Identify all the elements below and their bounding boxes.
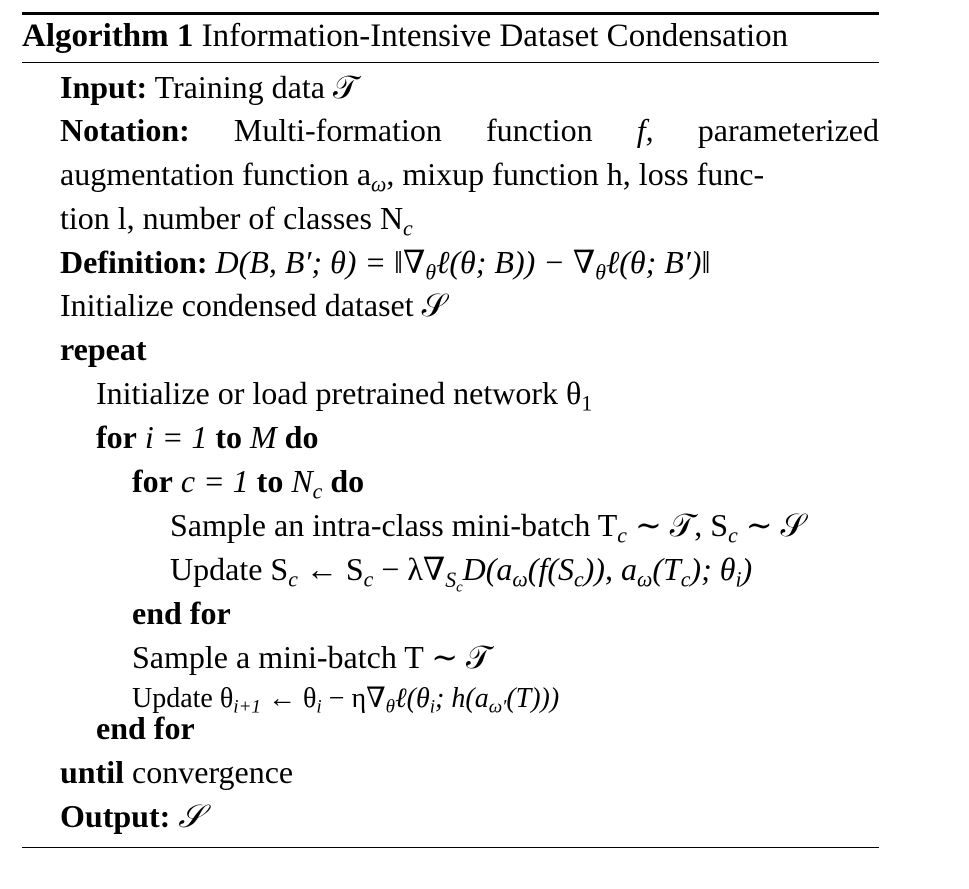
update-sc-text-9: )	[741, 551, 753, 587]
output-text: 𝒮	[178, 798, 204, 834]
update-sc-sub-5: c	[573, 567, 584, 592]
sample-intra-sub-2: c	[728, 523, 738, 548]
bottom-rule	[22, 847, 879, 848]
end-for-inner-line	[132, 593, 231, 633]
algorithm-box	[22, 12, 879, 850]
update-sc-text-2: ← S	[297, 551, 364, 587]
definition-sub-1: θ	[425, 260, 437, 285]
algorithm-label: Algorithm 1	[22, 18, 194, 54]
end-for-outer-keyword: end for	[96, 710, 195, 746]
notation-line-1	[60, 110, 879, 150]
update-sc-sub-8: i	[735, 567, 742, 592]
update-sc-sub-3b: c	[456, 578, 463, 595]
notation-word-3: f,	[636, 112, 654, 148]
update-sc-text-8: ); θ	[690, 551, 736, 587]
notation-keyword: Notation:	[60, 112, 190, 148]
until-keyword: until	[60, 754, 125, 790]
definition-text-2: ℓ(θ; B)) − ∇	[436, 244, 596, 280]
for-i-do: do	[284, 419, 319, 455]
notation-text-2b: , mixup function h, loss func-	[386, 156, 765, 192]
definition-line	[60, 242, 711, 285]
notation-text-2: augmentation function a	[60, 156, 372, 192]
notation-word-1: Multi-formation	[233, 112, 442, 148]
update-theta-text-6: (T)))	[506, 683, 560, 714]
output-keyword: Output:	[60, 798, 171, 834]
update-theta-line	[132, 679, 559, 719]
update-sc-text-3: − λ∇	[373, 551, 446, 587]
sample-intra-text-3: ∼ 𝒮	[737, 507, 806, 543]
sample-batch-text: Sample a mini-batch T ∼ 𝒯	[132, 639, 491, 675]
update-theta-text-4: ℓ(θ	[395, 683, 430, 714]
for-c-line	[132, 461, 365, 504]
sample-intra-text: Sample an intra-class mini-batch T	[170, 507, 618, 543]
repeat-keyword: repeat	[60, 331, 147, 367]
notation-text-3: tion l, number of classes N	[60, 200, 404, 236]
algorithm-caption	[22, 18, 788, 55]
definition-keyword: Definition:	[60, 244, 208, 280]
sample-intra-line	[170, 505, 806, 548]
init-network-text: Initialize or load pretrained network θ	[96, 375, 582, 411]
caption-rule	[22, 62, 879, 63]
algorithm-title: Information-Intensive Dataset Condensation	[201, 18, 789, 54]
update-sc-sub-4: ω	[512, 567, 528, 592]
definition-text-3: ℓ(θ; B′)‖	[605, 244, 711, 280]
input-keyword: Input:	[60, 69, 148, 105]
update-theta-sub-1: i+1	[233, 696, 261, 718]
for-c-end-sub: c	[312, 479, 323, 504]
for-i-keyword: for	[96, 419, 137, 455]
for-c-to: to	[256, 463, 284, 499]
update-theta-sub-2: i	[316, 696, 322, 718]
update-theta-text: Update θ	[132, 683, 234, 714]
update-sc-sub-6: ω	[636, 567, 653, 592]
update-sc-line	[170, 549, 753, 595]
input-text: Training data 𝒯	[154, 69, 358, 105]
for-i-end: M	[250, 419, 277, 455]
for-c-end: N	[291, 463, 313, 499]
update-sc-text: Update S	[170, 551, 289, 587]
init-network-sub: 1	[581, 391, 593, 416]
notation-sub-2: ω	[371, 172, 387, 197]
input-line	[60, 67, 357, 107]
top-rule	[22, 12, 879, 15]
notation-word-4: parameterized	[697, 112, 879, 148]
output-line	[60, 796, 203, 836]
for-c-keyword: for	[132, 463, 173, 499]
end-for-inner-keyword: end for	[132, 595, 231, 631]
init-network-line	[96, 373, 593, 416]
definition-text: D(B, B′; θ) = ‖∇	[215, 244, 426, 280]
update-sc-text-4: D(a	[462, 551, 513, 587]
update-theta-text-5: ; h(a	[435, 683, 489, 714]
update-sc-text-5: (f(S	[527, 551, 574, 587]
sample-batch-line	[132, 637, 491, 677]
update-theta-text-2: ← θ	[260, 683, 317, 714]
for-i-start: i = 1	[144, 419, 208, 455]
definition-sub-2: θ	[595, 260, 606, 285]
for-c-do: do	[330, 463, 365, 499]
update-sc-sub-2: c	[363, 567, 374, 592]
sample-intra-text-2: ∼ 𝒯, S	[626, 507, 729, 543]
update-theta-text-3: − η∇	[321, 683, 386, 714]
end-for-outer-line	[96, 708, 195, 748]
update-sc-sub-3: S	[445, 567, 457, 592]
notation-sub-3: c	[403, 216, 413, 241]
sample-intra-sub-1: c	[617, 523, 627, 548]
update-sc-sub-1: c	[288, 567, 298, 592]
for-i-to: to	[215, 419, 242, 455]
repeat-line	[60, 329, 146, 369]
notation-line-3	[60, 198, 413, 241]
update-sc-sub-7: c	[680, 567, 691, 592]
until-text: convergence	[132, 754, 294, 790]
notation-word-2: function	[485, 112, 593, 148]
notation-line-2	[60, 154, 765, 197]
update-theta-sub-3: θ	[385, 696, 395, 718]
for-c-start: c = 1	[180, 463, 249, 499]
init-dataset-text: Initialize condensed dataset 𝒮	[60, 287, 447, 323]
update-theta-sub-5: ω′	[488, 696, 507, 718]
update-sc-text-7: (T	[652, 551, 681, 587]
until-line	[60, 752, 293, 792]
for-i-line	[96, 417, 318, 457]
update-sc-text-6: )), a	[583, 551, 637, 587]
init-dataset-line	[60, 285, 446, 325]
update-theta-sub-4: i	[429, 696, 436, 718]
